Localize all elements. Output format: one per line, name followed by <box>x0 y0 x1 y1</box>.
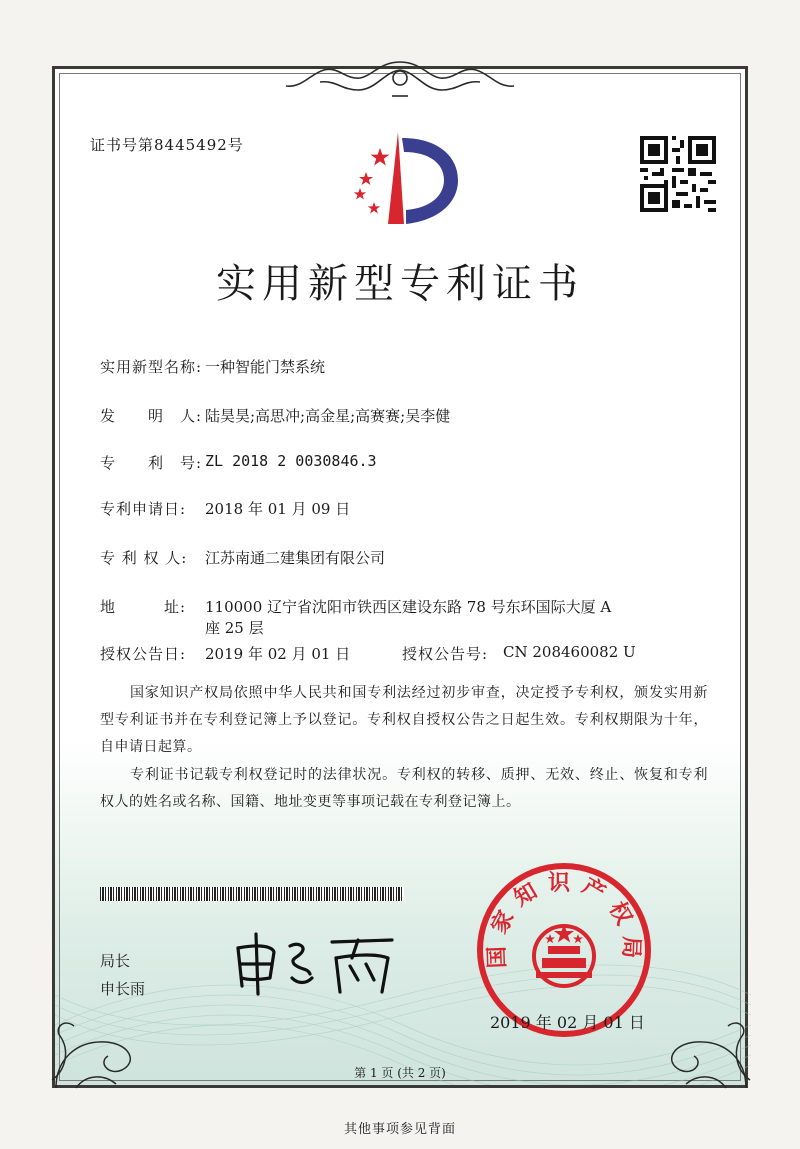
cnipa-logo-icon <box>340 128 464 228</box>
qr-code <box>640 136 716 212</box>
inventor-label: 发 明 人: <box>100 407 203 425</box>
document-title: 实用新型专利证书 <box>216 261 584 307</box>
address-label: 地 址: <box>100 598 187 616</box>
grant-number-label: 授权公告号: <box>402 645 489 663</box>
patent-number-label: 专 利 号: <box>100 454 203 472</box>
seal-date: 2019 年 02 月 01 日 <box>490 1013 645 1032</box>
patentee-value: 江苏南通二建集团有限公司 <box>205 549 386 567</box>
address-value-line1: 110000 辽宁省沈阳市铁西区建设东路 78 号东环国际大厦 A <box>205 598 612 616</box>
patent-number-value: ZL 2018 2 0030846.3 <box>205 452 377 470</box>
top-ornament <box>280 56 520 100</box>
address-value-line2: 座 25 层 <box>205 619 264 637</box>
utility-model-name-label: 实用新型名称: <box>100 358 203 376</box>
certificate-number: 证书号第8445492号 <box>90 136 244 154</box>
barcode <box>100 887 404 901</box>
director-signature <box>228 928 404 998</box>
grant-number-value: CN 208460082 U <box>503 643 636 661</box>
seal-text: 国家知识产权局 <box>484 870 644 969</box>
back-note: 其他事项参见背面 <box>343 1122 456 1137</box>
director-name: 申长雨 <box>100 980 146 998</box>
body-paragraph-2: 专利证书记载专利权登记时的法律状况。专利权的转移、质押、无效、终止、恢复和专利权人的姓名或名称、国籍、地址变更等事项记载在专利登记簿上。 <box>100 767 708 810</box>
body-paragraph-1: 国家知识产权局依照中华人民共和国专利法经过初步审查，决定授予专利权，颁发实用新型专利证书并在专利登记簿上予以登记。专利权自授权公告之日起生效。专利权期限为十年，自申请日起算。 <box>100 685 708 755</box>
page-info: 第 1 页 (共 2 页) <box>354 1066 446 1080</box>
filing-date-value: 2018 年 01 月 09 日 <box>205 500 351 518</box>
grant-date-value: 2019 年 02 月 01 日 <box>205 645 351 663</box>
filing-date-label: 专利申请日: <box>100 500 187 518</box>
utility-model-name-value: 一种智能门禁系统 <box>205 358 326 376</box>
director-title: 局长 <box>100 952 131 970</box>
inventor-value: 陆昊昊;高思冲;高金星;高赛赛;吴李健 <box>205 407 451 425</box>
patentee-label: 专 利 权 人: <box>100 549 188 567</box>
grant-date-label: 授权公告日: <box>100 645 187 663</box>
